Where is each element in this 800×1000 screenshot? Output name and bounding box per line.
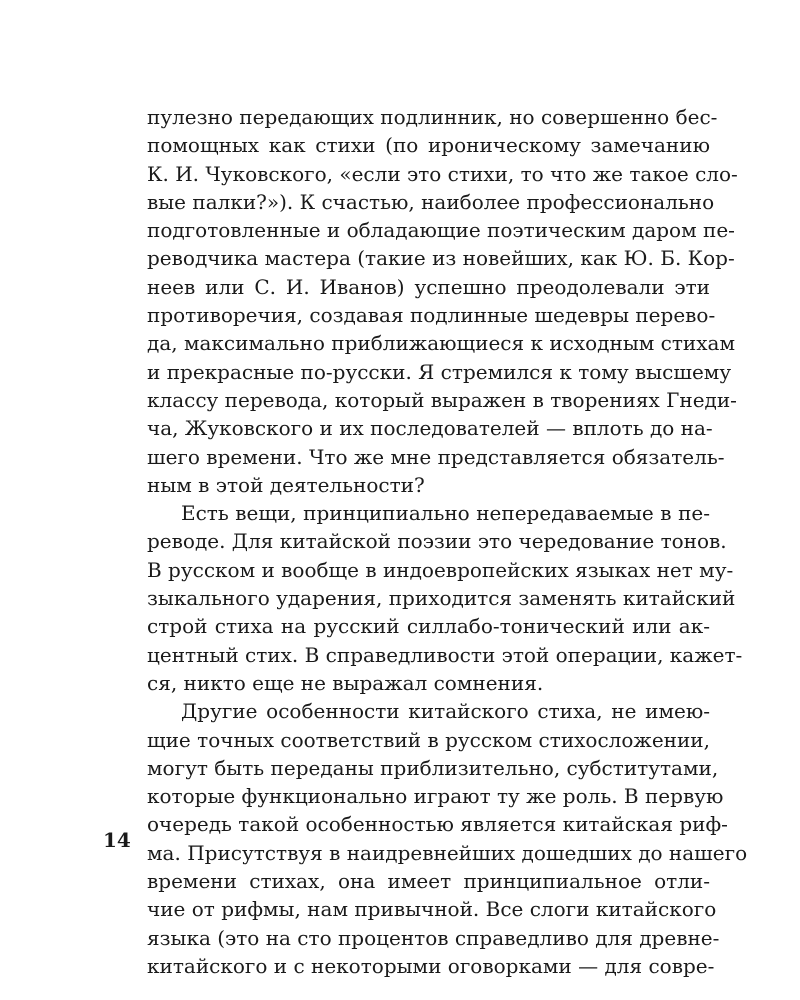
text-line: шего времени. Что же мне представляется обязатель- (147, 444, 725, 469)
text-line: ным в этой деятельности? (147, 472, 425, 497)
page-number: 14 (103, 828, 131, 852)
text-line: очередь такой особенностью является китайская риф- (147, 812, 728, 837)
text-line: центный стих. В справедливости этой операции, кажет- (147, 642, 743, 667)
text-line: щие точных соответствий в русском стихосложении, (147, 727, 710, 752)
text-line: китайского и с некоторыми оговорками — для совре- (147, 953, 715, 978)
text-line: К. И. Чуковского, «если это стихи, то что же такое сло- (147, 161, 738, 186)
body-text (147, 103, 748, 980)
text-line: могут быть переданы приблизительно, субститутами, (147, 755, 719, 780)
text-line: Другие особенности китайского стиха, не имею- (181, 699, 710, 724)
text-line: строй стиха на русский силлабо-тонический или ак- (147, 614, 710, 639)
text-line: ча, Жуковского и их последователей — вплоть до на- (147, 416, 713, 441)
text-line: реводе. Для китайской поэзии это чередование тонов. (147, 529, 727, 554)
text-line: ма. Присутствуя в наидревнейших дошедших до нашего (147, 840, 748, 865)
text-line: подготовленные и обладающие поэтическим даром пе- (147, 218, 735, 243)
text-line: языка (это на сто процентов справедливо для древне- (147, 925, 720, 950)
text-line: В русском и вообще в индоевропейских языках нет му- (147, 557, 734, 582)
text-line: и прекрасные по-русски. Я стремился к тому высшему (147, 359, 732, 384)
text-line: ся, никто еще не выражал сомнения. (147, 670, 544, 695)
text-line: вые палки?»). К счастью, наиболее профессионально (147, 189, 715, 214)
text-line: которые функционально играют ту же роль. В первую (147, 784, 724, 809)
text-line: классу перевода, который выражен в творениях Гнеди- (147, 387, 737, 412)
text-line: пулезно передающих подлинник, но совершенно бес- (147, 105, 718, 129)
text-line: реводчика мастера (такие из новейших, как Ю. Б. Кор- (147, 246, 735, 271)
text-line: времени стихах, она имеет принципиальное отли- (147, 869, 710, 894)
text-line: помощных как стихи (по ироническому замечанию (147, 133, 710, 158)
text-line: неев или С. И. Иванов) успешно преодолевали эти (147, 274, 710, 299)
text-line: да, максимально приближающиеся к исходным стихам (147, 331, 736, 356)
text-line: Есть вещи, принципиально непередаваемые в пе- (181, 501, 710, 526)
text-line: чие от рифмы, нам привычной. Все слоги китайского (147, 897, 717, 922)
text-line: зыкального ударения, приходится заменять китайский (147, 586, 736, 611)
text-line: противоречия, создавая подлинные шедевры перево- (147, 303, 716, 328)
